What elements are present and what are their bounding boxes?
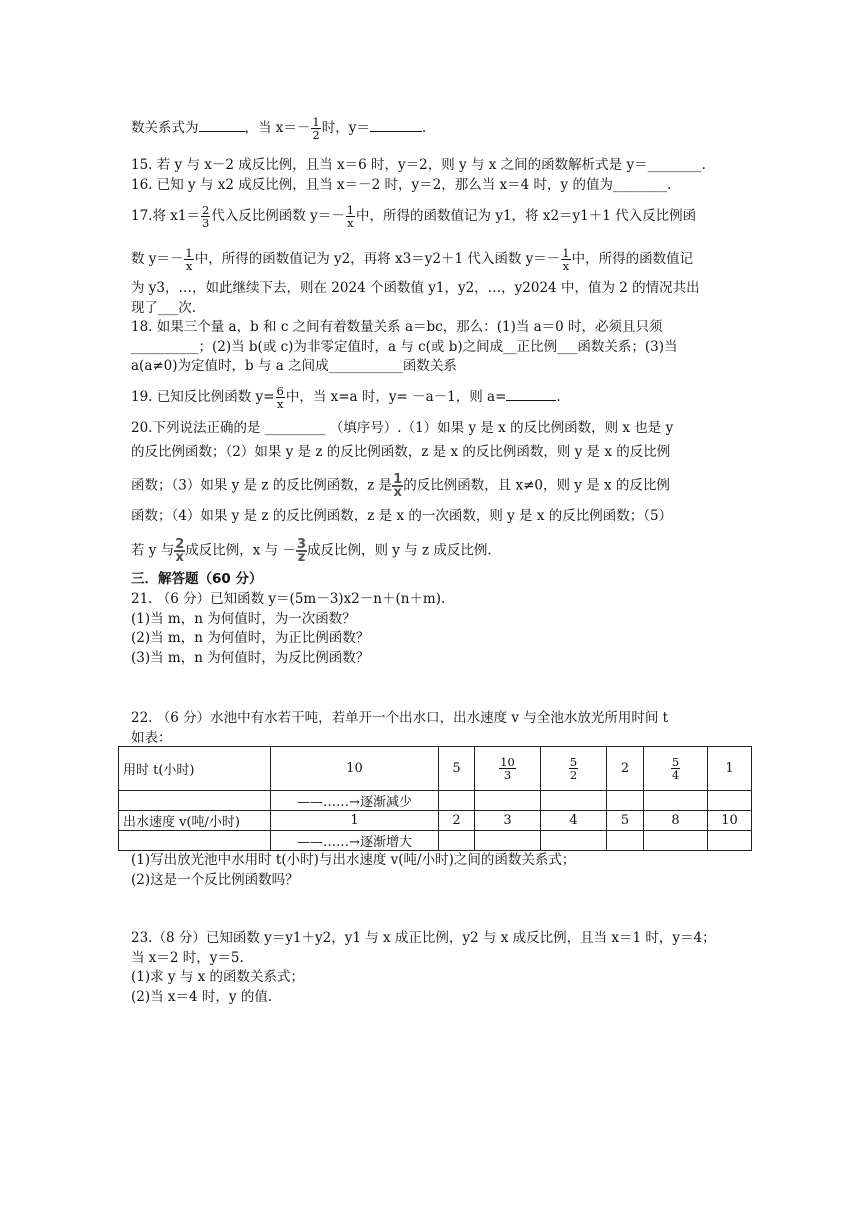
table-cell-label: 用时 t(小时) xyxy=(119,747,271,791)
table-row-arrow-increase xyxy=(119,831,752,851)
q18-line-3: a(a≠0)为定值时，b 与 a 之间成___________函数关系 xyxy=(131,358,457,374)
table-cell: 2 xyxy=(607,747,644,791)
q17-line-1: 17.将 x1＝ $\frac{2}{3}$ 代入反比例函数 y＝－ $\frac{1}{x}$ 中，所得的函数值记为 y1，将 x2＝y1＋1 代入反比例函 xyxy=(131,203,697,230)
q21-line-3: (2)当 m，n 为何值时，为正比例函数？ xyxy=(131,630,370,646)
q20-fraction-2: $\frac{2}{x}$ xyxy=(175,537,185,565)
q21-line-2: (1)当 m，n 为何值时，为一次函数？ xyxy=(131,611,356,627)
table-cell: 10 xyxy=(708,811,752,831)
q20-line-5: 若 y 与 $\frac{2}{x}$ 成反比例，x 与 － $\frac{3}{z}$ 成反比例，则 y 与 z 成反比例. xyxy=(131,537,492,565)
q17-fraction-3: $\frac{1}{x}$ xyxy=(185,246,193,273)
q21-line-4: (3)当 m，n 为何值时，为反比例函数？ xyxy=(131,650,370,666)
table-cell: $\frac{5}{2}$ xyxy=(541,747,607,791)
table-cell-arrow: ——……→逐渐减少 xyxy=(271,791,439,811)
q14-text-c: 时，y＝ xyxy=(321,120,370,136)
q20-fraction-3: $\frac{3}{z}$ xyxy=(296,537,307,565)
table-cell: 1 xyxy=(271,811,439,831)
q17-fraction-1: $\frac{2}{3}$ xyxy=(201,203,210,230)
q22-line-3: (1)写出放光池中水用时 t(小时)与出水速度 v(吨/小时)之间的函数关系式； xyxy=(131,852,576,868)
table-cell: 10 xyxy=(271,747,439,791)
table-cell: 4 xyxy=(541,811,607,831)
q14-blank-2 xyxy=(370,119,422,132)
table-cell-arrow: ——……→逐渐增大 xyxy=(271,831,439,851)
table-cell: 5 xyxy=(607,811,644,831)
q23-line-1: 23.（8 分）已知函数 y＝y1＋y2，y1 与 x 成正比例，y2 与 x 成反比例，且当 x＝1 时，y＝4； xyxy=(131,930,716,946)
q22-table xyxy=(118,746,752,851)
q19-line: 19. 已知反比例函数 y= $\frac{6}{x}$ 中，当 x=a 时，y= －a－1，则 a= . xyxy=(131,384,561,411)
q23-line-2: 当 x＝2 时，y＝5. xyxy=(131,950,244,966)
q17-fraction-4: $\frac{1}{x}$ xyxy=(562,246,570,273)
q21-line-1: 21. （6 分）已知函数 y＝(5m－3)x2－n＋(n＋m). xyxy=(131,591,446,607)
q14-text-a: 数关系式为 xyxy=(131,120,199,136)
q19-fraction: $\frac{6}{x}$ xyxy=(276,384,284,411)
table-cell-label: 出水速度 v(吨/小时) xyxy=(119,811,271,831)
q18-line-2: __________；(2)当 b(或 c)为非零定值时，a 与 c(或 b)之间成__正比例___函数关系；(3)当 xyxy=(131,339,678,355)
q20-line-3: 函数；（3）如果 y 是 z 的反比例函数，z 是 $\frac{1}{x}$ 的反比例函数，且 x≠0，则 y 是 x 的反比例 xyxy=(131,472,670,500)
q14-fraction: $\frac{1}{2}$ xyxy=(312,115,320,142)
q16-line: 16. 已知 y 与 x2 成反比例，且当 x＝－2 时，y＝2，那么当 x＝4 时，y 的值为________. xyxy=(131,177,672,193)
q14-text-b: ，当 x＝－ xyxy=(244,120,311,136)
table-cell: $\frac{5}{4}$ xyxy=(644,747,708,791)
q14-blank-1 xyxy=(199,119,245,132)
table-row-speed xyxy=(119,811,752,831)
table-cell: 5 xyxy=(439,747,475,791)
q20-line-2: 的反比例函数；（2）如果 y 是 z 的反比例函数，z 是 x 的反比例函数，则 y 是 x 的反比例 xyxy=(131,444,671,460)
q15-line: 15. 若 y 与 x－2 成反比例，且当 x＝6 时，y＝2，则 y 与 x 之间的函数解析式是 y＝________. xyxy=(131,157,706,173)
q14-text-d: . xyxy=(421,120,427,136)
q18-line-1: 18. 如果三个量 a，b 和 c 之间有着数量关系 a＝bc，那么：(1)当 a＝0 时，必须且只须 xyxy=(131,319,663,335)
q22-line-2: 如表： xyxy=(131,730,172,746)
q17-line-2: 数 y＝－ $\frac{1}{x}$ 中，所得的函数值记为 y2，再将 x3＝y2＋1 代入函数 y＝－ $\frac{1}{x}$ 中，所得的函数值记 xyxy=(131,246,694,273)
q22-line-4: (2)这是一个反比例函数吗？ xyxy=(131,872,299,888)
table-cell: 8 xyxy=(644,811,708,831)
table-row-time xyxy=(119,747,752,791)
table-cell: 1 xyxy=(708,747,752,791)
q14-line xyxy=(131,116,426,141)
q20-line-1: 20.下列说法正确的是 _________ （填序号）.（1）如果 y 是 x 的反比例函数，则 x 也是 y xyxy=(131,420,674,436)
q20-fraction-1: $\frac{1}{x}$ xyxy=(393,472,403,500)
q19-blank xyxy=(506,388,556,401)
table-cell: $\frac{10}{3}$ xyxy=(475,747,541,791)
q20-line-4: 函数；（4）如果 y 是 z 的反比例函数，z 是 x 的一次函数，则 y 是 x 的反比例函数；（5） xyxy=(131,508,673,524)
section-3-title: 三．解答题（60 分） xyxy=(131,571,263,587)
table-cell: 2 xyxy=(439,811,475,831)
table-row-arrow-decrease xyxy=(119,791,752,811)
q17-line-4: 现了___次. xyxy=(131,300,197,316)
q17-fraction-2: $\frac{1}{x}$ xyxy=(346,203,355,230)
table-cell: 3 xyxy=(475,811,541,831)
q22-line-1: 22. （6 分）水池中有水若干吨，若单开一个出水口，出水速度 v 与全池水放光所用时间 t xyxy=(131,710,669,726)
q17-line-3: 为 y3，…，如此继续下去，则在 2024 个函数值 y1，y2，…，y2024 中，值为 2 的情况共出 xyxy=(131,280,700,296)
q23-line-4: (2)当 x＝4 时，y 的值. xyxy=(131,989,273,1005)
q23-line-3: (1)求 y 与 x 的函数关系式； xyxy=(131,969,305,985)
